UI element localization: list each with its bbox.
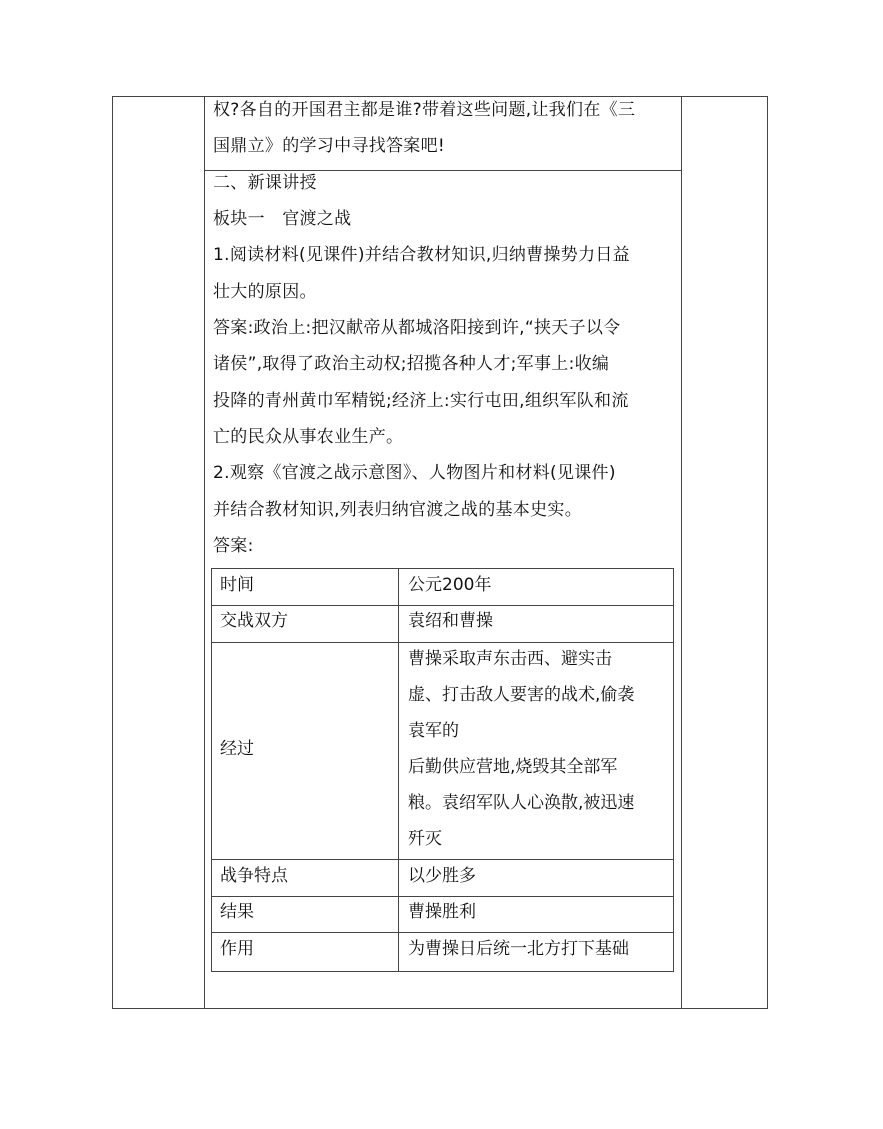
answer-1-line-2: 诸侯”,取得了政治主动权;招揽各种人才;军事上:收编	[213, 354, 610, 374]
table-row-divider	[212, 859, 673, 860]
row-label-feature: 战争特点	[220, 866, 288, 886]
row-label-belligerents: 交战双方	[220, 611, 288, 631]
column-divider-left	[204, 97, 205, 1008]
table-column-divider	[398, 569, 399, 971]
row-value-course-line-1: 曹操采取声东击西、避实击	[408, 649, 612, 669]
row-value-result: 曹操胜利	[408, 902, 476, 922]
row-divider	[204, 170, 681, 171]
battle-facts-table	[211, 568, 674, 972]
row-value-time: 公元200年	[408, 575, 492, 595]
answer-1-line-3: 投降的青州黄巾军精锐;经济上:实行屯田,组织军队和流	[213, 391, 629, 411]
answer-1-line-1: 答案:政治上:把汉献帝从都城洛阳接到许,“挟天子以令	[213, 318, 621, 338]
table-row-divider	[212, 932, 673, 933]
row-label-time: 时间	[220, 575, 254, 595]
table-row-divider	[212, 605, 673, 606]
question-1-line-1: 1.阅读材料(见课件)并结合教材知识,归纳曹操势力日益	[213, 245, 630, 265]
table-row-divider	[212, 642, 673, 643]
row-value-belligerents: 袁绍和曹操	[408, 611, 493, 631]
row-value-course-line-6: 歼灭	[408, 829, 442, 849]
column-divider-right	[681, 97, 682, 1008]
question-2-line-2: 并结合教材知识,列表归纳官渡之战的基本史实。	[213, 500, 583, 520]
row-label-result: 结果	[220, 902, 254, 922]
row-value-significance: 为曹操日后统一北方打下基础	[408, 939, 629, 959]
row-label-significance: 作用	[220, 939, 254, 959]
question-2-line-1: 2.观察《官渡之战示意图》、人物图片和材料(见课件)	[213, 463, 616, 483]
block-heading: 板块一 官渡之战	[213, 209, 352, 229]
intro-text-line-1: 权?各自的开国君主都是谁?带着这些问题,让我们在《三	[213, 100, 636, 120]
answer-1-line-4: 亡的民众从事农业生产。	[213, 427, 404, 447]
section-heading: 二、新课讲授	[213, 173, 317, 193]
intro-text-line-2: 国鼎立》的学习中寻找答案吧!	[213, 136, 446, 156]
row-value-feature: 以少胜多	[408, 866, 476, 886]
row-value-course-line-3: 袁军的	[408, 721, 459, 741]
table-row-divider	[212, 896, 673, 897]
row-value-course-line-4: 后勤供应营地,烧毁其全部军	[408, 757, 618, 777]
question-1-line-2: 壮大的原因。	[213, 282, 317, 302]
answer-2-label: 答案:	[213, 536, 254, 556]
row-value-course-line-2: 虚、打击敌人要害的战术,偷袭	[408, 685, 635, 705]
row-label-course: 经过	[220, 739, 254, 759]
row-value-course-line-5: 粮。袁绍军队人心涣散,被迅速	[408, 793, 635, 813]
